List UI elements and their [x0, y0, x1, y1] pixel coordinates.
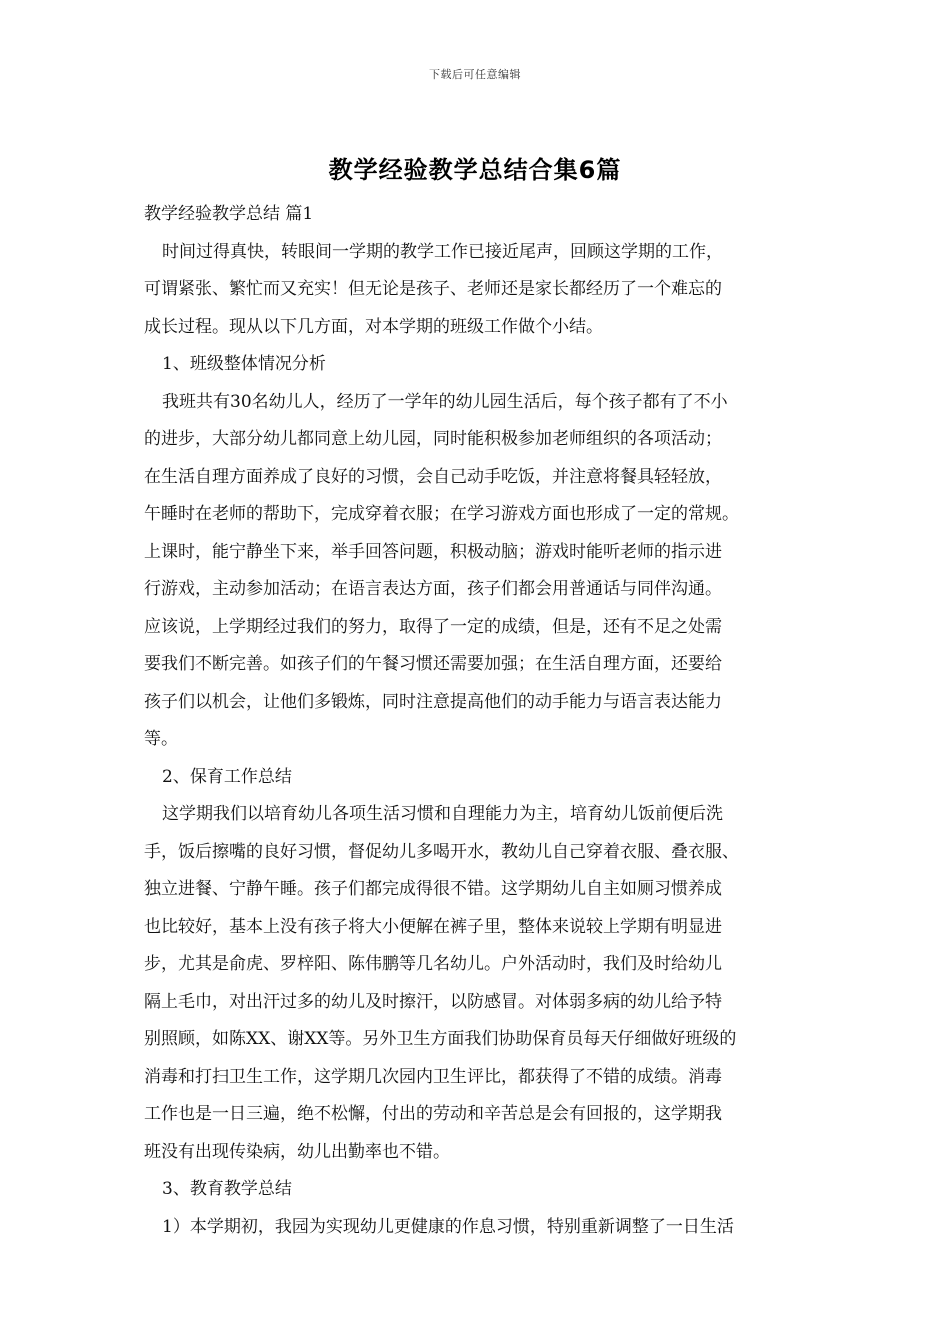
- document-title: 教学经验教学总结合集6篇: [328, 156, 622, 184]
- text-line: 1）本学期初，我园为实现幼儿更健康的作息习惯，特别重新调整了一日生活: [162, 1216, 734, 1237]
- text-line: 独立进餐、宁静午睡。孩子们都完成得很不错。这学期幼儿自主如厕习惯养成: [144, 879, 722, 899]
- text-line: 消毒和打扫卫生工作，这学期几次园内卫生评比，都获得了不错的成绩。消毒: [144, 1066, 722, 1087]
- text-line: 上课时，能宁静坐下来，举手回答问题，积极动脑；游戏时能听老师的指示进: [144, 541, 722, 562]
- text-line: 3、教育教学总结: [162, 1179, 292, 1199]
- text-line: 孩子们以机会，让他们多锻炼，同时注意提高他们的动手能力与语言表达能力: [144, 691, 722, 712]
- text-line: 行游戏，主动参加活动；在语言表达方面，孩子们都会用普通话与同伴沟通。: [144, 579, 722, 599]
- text-line: 1、班级整体情况分析: [162, 354, 326, 374]
- text-line: 我班共有30名幼儿人，经历了一学年的幼儿园生活后，每个孩子都有了不小: [162, 391, 728, 412]
- text-line: 的进步，大部分幼儿都同意上幼儿园，同时能积极参加老师组织的各项活动；: [144, 429, 722, 449]
- text-line: 午睡时在老师的帮助下，完成穿着衣服；在学习游戏方面也形成了一定的常规。: [144, 504, 739, 524]
- document-body: [144, 196, 824, 1246]
- text-line: 时间过得真快，转眼间一学期的教学工作已接近尾声，回顾这学期的工作，: [162, 241, 723, 262]
- text-line: 成长过程。现从以下几方面，对本学期的班级工作做个小结。: [144, 316, 603, 337]
- text-line: 要我们不断完善。如孩子们的午餐习惯还需要加强；在生活自理方面，还要给: [144, 654, 722, 674]
- text-line: 可谓紧张、繁忙而又充实！但无论是孩子、老师还是家长都经历了一个难忘的: [144, 279, 722, 299]
- text-line: 也比较好，基本上没有孩子将大小便解在裤子里，整体来说较上学期有明显进: [144, 916, 722, 937]
- text-line: 教学经验教学总结 篇1: [144, 204, 314, 224]
- text-line: 别照顾，如陈XX、谢XX等。另外卫生方面我们协助保育员每天仔细做好班级的: [144, 1029, 737, 1049]
- text-line: 应该说，上学期经过我们的努力，取得了一定的成绩，但是，还有不足之处需: [144, 616, 722, 637]
- text-line: 2、保育工作总结: [162, 766, 292, 787]
- header-note: 下载后可任意编辑: [429, 68, 521, 81]
- text-line: 班没有出现传染病，幼儿出勤率也不错。: [144, 1141, 450, 1162]
- text-line: 工作也是一日三遍，绝不松懈，付出的劳动和辛苦总是会有回报的，这学期我: [144, 1104, 722, 1124]
- text-line: 在生活自理方面养成了良好的习惯，会自己动手吃饭，并注意将餐具轻轻放，: [144, 466, 722, 487]
- text-line: 步，尤其是俞虎、罗梓阳、陈伟鹏等几名幼儿。户外活动时，我们及时给幼儿: [144, 954, 722, 974]
- text-line: 隔上毛巾，对出汗过多的幼儿及时擦汗，以防感冒。对体弱多病的幼儿给予特: [144, 991, 722, 1012]
- text-line: 等。: [144, 729, 178, 749]
- text-line: 手，饭后擦嘴的良好习惯，督促幼儿多喝开水，教幼儿自己穿着衣服、叠衣服、: [144, 841, 739, 862]
- text-line: 这学期我们以培育幼儿各项生活习惯和自理能力为主，培育幼儿饭前便后洗: [162, 804, 723, 824]
